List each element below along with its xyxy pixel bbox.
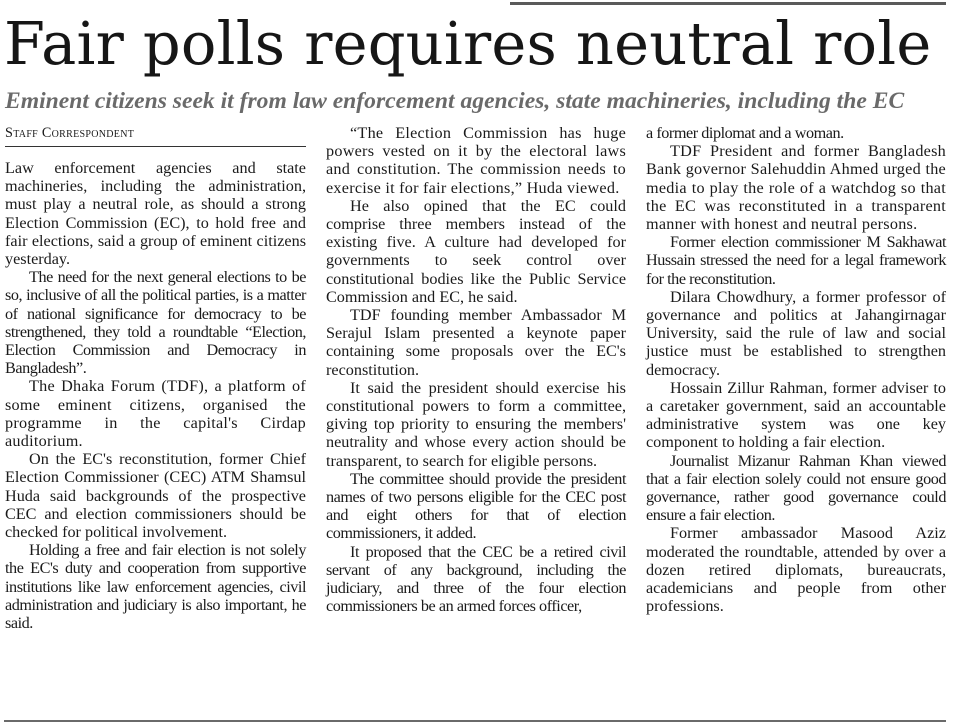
column-2 [326, 124, 626, 615]
paragraph: He also opined that the EC could comprise three members instead of the existing five. A culture had developed for governments to seek control over constitutional bodies like the Public Service Commission and EC, he said. [326, 196, 626, 306]
paragraph: The Dhaka Forum (TDF), a platform of some eminent citizens, organised the programme in the capital's Cirdap auditorium. [5, 377, 306, 451]
paragraph: The need for the next general elections to be so, inclusive of all the political parties, is a matter of national significance for democracy to be strengthened, they told a roundtable “Election, Election Commission and Democracy in Bangladesh”. [5, 268, 306, 378]
deck-subheadline: Eminent citizens seek it from law enforcement agencies, state machineries, including the EC [5, 88, 905, 114]
paragraph: It proposed that the CEC be a retired civil servant of any background, including the judiciary, and three of the four election commissioners be an armed forces officer, [326, 542, 626, 616]
paragraph: TDF founding member Ambassador M Serajul Islam presented a keynote paper containing some proposals over the EC's reconstitution. [326, 306, 626, 379]
paragraph: Former ambassador Masood Aziz moderated the roundtable, attended by over a dozen retired diplomats, bureaucrats, academicians and people from other professions. [646, 524, 946, 616]
column-3 [646, 124, 946, 615]
headline: Fair polls requires neutral role [4, 9, 932, 78]
paragraph: Former election commissioner M Sakhawat Hussain stressed the need for a legal framework for the reconstitution. [646, 233, 946, 288]
paragraph: TDF President and former Bangladesh Bank governor Salehuddin Ahmed urged the media to play the role of a watchdog so that the EC was reconstituted in a transparent manner with honest and neutral persons. [646, 142, 946, 234]
paragraph: Holding a free and fair election is not solely the EC's duty and cooperation from supportive institutions like law enforcement agencies, civil administration and judiciary is also important, he said. [5, 541, 306, 633]
paragraph: Law enforcement agencies and state machineries, including the administration, must play a neutral role, as should a strong Election Commission (EC), to hold free and fair elections, said a group of eminent citizens yesterday. [5, 159, 306, 269]
paragraph: The committee should provide the president names of two persons eligible for the CEC post and eight others for that of election commissioners, it added. [326, 469, 626, 543]
bottom-rule [4, 720, 946, 722]
byline: Staff Correspondent [5, 125, 135, 141]
column-1 [5, 159, 306, 632]
paragraph-continuation: a former diplomat and a woman. [646, 124, 844, 142]
paragraph: On the EC's reconstitution, former Chief Election Commissioner (CEC) ATM Shamsul Huda said backgrounds of the prospective CEC and election commissioners should be checked for political involvement. [5, 450, 306, 542]
paragraph: “The Election Commission has huge powers vested on it by the electoral laws and constitution. The commission needs to exercise it for fair elections,” Huda viewed. [326, 124, 626, 197]
byline-rule [5, 146, 306, 147]
paragraph: Journalist Mizanur Rahman Khan viewed that a fair election solely could not ensure good governance, rather good governance could ensure a fair election. [646, 451, 946, 525]
paragraph: Hossain Zillur Rahman, former adviser to a caretaker government, said an accountable administrative system was one key component to holding a fair election. [646, 378, 946, 452]
paragraph: It said the president should exercise his constitutional powers to form a committee, giving top priority to ensuring the members' neutrality and whose every action should be transparent, to search for eligible persons. [326, 378, 626, 470]
paragraph: Dilara Chowdhury, a former professor of governance and politics at Jahangirnagar University, said the rule of law and social justice must be established to strengthen democracy. [646, 287, 946, 379]
